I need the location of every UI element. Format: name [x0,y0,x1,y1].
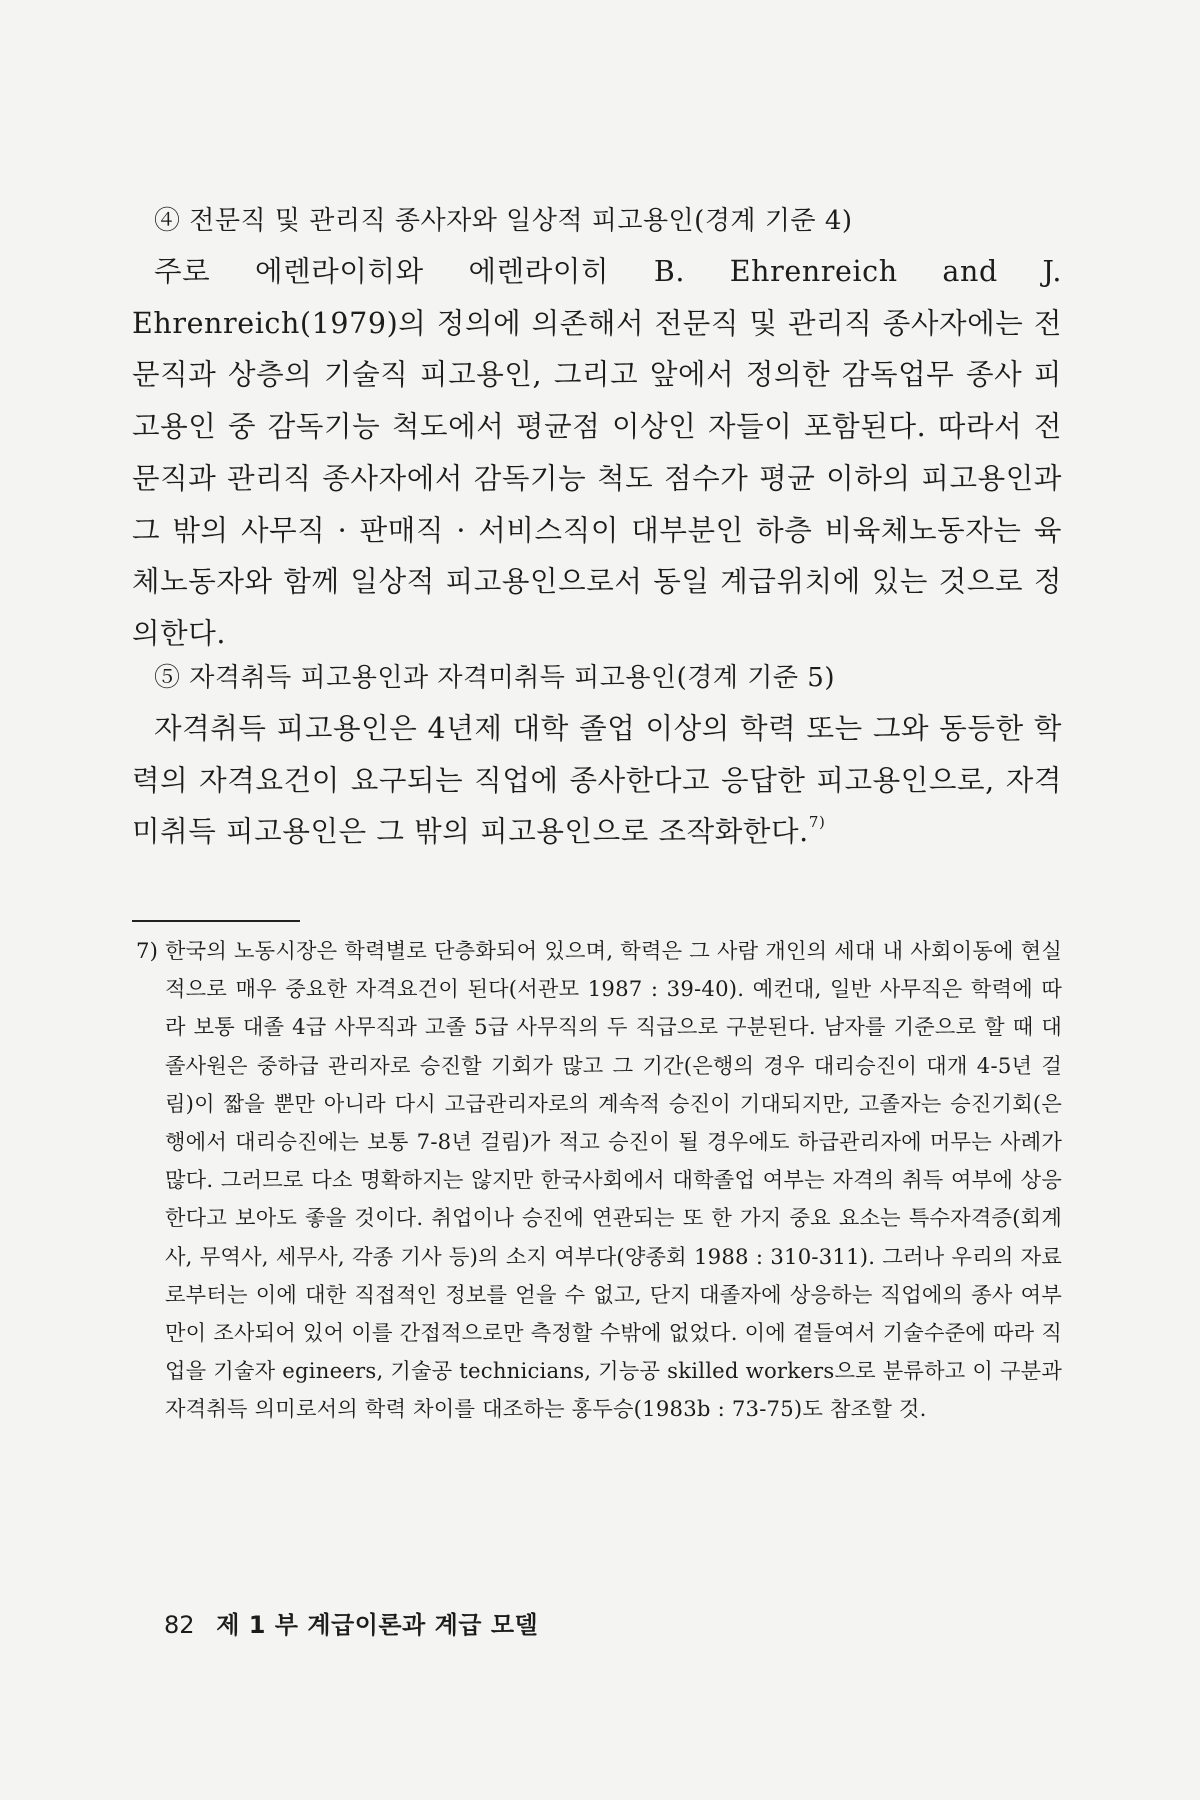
section-paragraph [132,703,1062,858]
section-heading: ⑤ 자격취득 피고용인과 자격미취득 피고용인(경계 기준 5) [154,663,835,693]
section-boundary-criterion-5 [132,653,1062,858]
section-paragraph: 주로 에렌라이히와 에렌라이히 B. Ehrenreich and J. Ehrenreich(1979)의 정의에 의존해서 전문직 및 관리직 종사자에는 전문직과 상층의 기술직 피고용인, 그리고 앞에서 정의한 감독업무 종사 피고용인 중 감독기능 척도에서 평균점 이상인 자들이 포함된다. 따라서 전문직과 관리직 종사자에서 감독기능 척도 점수가 평균 이하의 피고용인과 그 밖의 사무직 · 판매직 · 서비스직이 대부분인 하층 비육체노동자는 육체노동자와 함께 일상적 피고용인으로서 동일 계급위치에 있는 것으로 정의한다. [132,255,1062,650]
page-number: 82 [164,1611,195,1639]
footnote-number: 7) [136,938,159,963]
footnote-text: 한국의 노동시장은 학력별로 단층화되어 있으며, 학력은 그 사람 개인의 세대 내 사회이동에 현실적으로 매우 중요한 자격요건이 된다(서관모 1987 : 39-40). 예컨대, 일반 사무직은 학력에 따라 보통 대졸 4급 사무직과 고졸 5급 사무직의 두 직급으로 구분된다. 남자를 기준으로 할 때 대졸사원은 중하급 관리자로 승진할 기회가 많고 그 기간(은행의 경우 대리승진이 대개 4-5년 걸림)이 짧을 뿐만 아니라 다시 고급관리자로의 계속적 승진이 기대되지만, 고졸자는 승진기회(은행에서 대리승진에는 보통 7-8년 걸림)가 적고 승진이 될 경우에도 하급관리자에 머무는 사례가 많다. 그러므로 다소 명확하지는 않지만 한국사회에서 대학졸업 여부는 자격의 취득 여부에 상응한다고 보아도 좋을 것이다. 취업이나 승진에 연관되는 또 한 가지 중요 요소는 특수자격증(회계사, 무역사, 세무사, 각종 기사 등)의 소지 여부다(양종회 1988 : 310-311). 그러나 우리의 자료로부터는 이에 대한 직접적인 정보를 얻을 수 없고, 단지 대졸자에 상응하는 직업에의 종사 여부만이 조사되어 있어 이를 간접적으로만 측정할 수밖에 없었다. 이에 곁들여서 기술수준에 따라 직업을 기술자 egineers, 기술공 technicians, 기능공 skilled workers으로 분류하고 이 구분과 자격취득 의미로서의 학력 차이를 대조하는 홍두승(1983b : 73-75)도 참조할 것. [165,938,1062,1422]
section-heading: ④ 전문직 및 관리직 종사자와 일상적 피고용인(경계 기준 4) [154,206,853,236]
footnote [136,932,1062,1429]
footnote-reference[interactable]: 7) [808,813,826,832]
section-paragraph-text: 자격취득 피고용인은 4년제 대학 졸업 이상의 학력 또는 그와 동등한 학력의 자격요건이 요구되는 직업에 종사한다고 응답한 피고용인으로, 자격미취득 피고용인은 그 밖의 피고용인으로 조작화한다. [132,712,1062,849]
running-title: 제 1 부 계급이론과 계급 모델 [216,1611,539,1639]
section-boundary-criterion-4 [132,196,1062,660]
footnote-divider [132,920,300,922]
page-footer [164,1608,538,1642]
